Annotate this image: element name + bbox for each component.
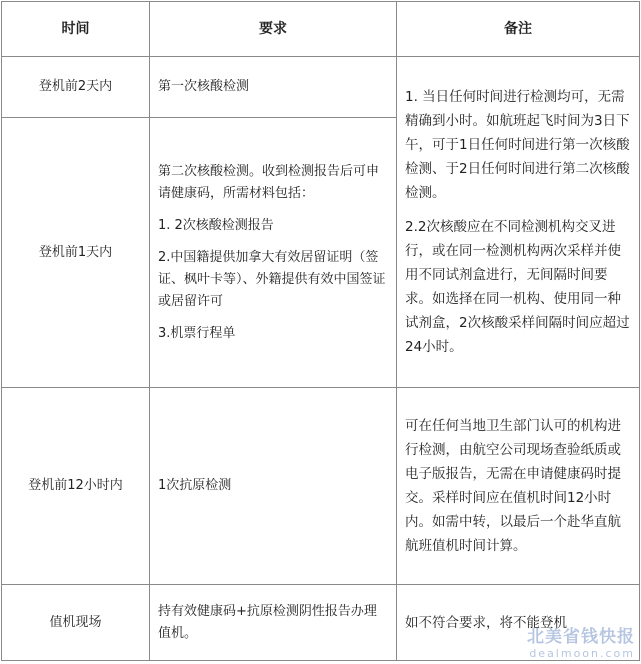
table-row (2, 585, 640, 661)
watermark-site: dealmoon.com (529, 647, 635, 660)
requirement-text: 1. 2次核酸检测报告 (158, 217, 274, 233)
note-paragraph: 1. 当日任何时间进行检测均可，无需精确到小时。如航班起飞时间为3日下午，可于1日任何时间进行第一次核酸检测、于2日任何时间进行第二次核酸检测。 (405, 89, 630, 201)
table-row (2, 388, 640, 585)
travel-requirements-table (1, 1, 640, 661)
time-cell: 登机前2天内 (2, 57, 150, 118)
time-cell: 登机前12小时内 (2, 388, 150, 585)
note-cell: 如不符合要求，将不能登机 (397, 585, 640, 661)
header-time: 时间 (2, 2, 150, 57)
requirement-text: 第二次核酸检测。收到检测报告后可申请健康码，所需材料包括： (158, 163, 380, 201)
table-row (2, 57, 640, 118)
requirement-cell (150, 585, 397, 661)
requirement-cell (150, 118, 397, 388)
requirement-text: 第一次核酸检测 (158, 79, 250, 94)
table-header-row (2, 2, 640, 57)
watermark-brand: 北美省钱快报 (527, 627, 635, 647)
header-requirement: 要求 (150, 2, 397, 57)
requirement-cell (150, 388, 397, 585)
requirement-cell (150, 57, 397, 118)
note-cell: 可在任何当地卫生部门认可的机构进行检测，由航空公司现场查验纸质或电子版报告，无需在申请健康码时提交。采样时间应在值机时间12小时内。如需中转，以最后一个赴华直航航班值机时间计算。 (397, 388, 640, 585)
requirement-text: 持有效健康码+抗原检测阴性报告办理值机。 (158, 603, 377, 641)
time-cell: 值机现场 (2, 585, 150, 661)
requirement-text: 3.机票行程单 (158, 325, 236, 341)
time-cell: 登机前1天内 (2, 118, 150, 388)
requirement-text: 1次抗原检测 (158, 478, 232, 493)
note-paragraph: 2.2次核酸应在不同检测机构交叉进行，或在同一检测机构两次采样并使用不同试剂盒进行，无间隔时间要求。如选择在同一机构、使用同一种试剂盒，2次核酸采样间隔时间应超过24小时。 (405, 219, 630, 355)
requirement-text: 2.中国籍提供加拿大有效居留证明（签证、枫叶卡等）、外籍提供有效中国签证或居留许可 (158, 249, 386, 309)
note-cell-merged (397, 57, 640, 388)
header-note: 备注 (397, 2, 640, 57)
